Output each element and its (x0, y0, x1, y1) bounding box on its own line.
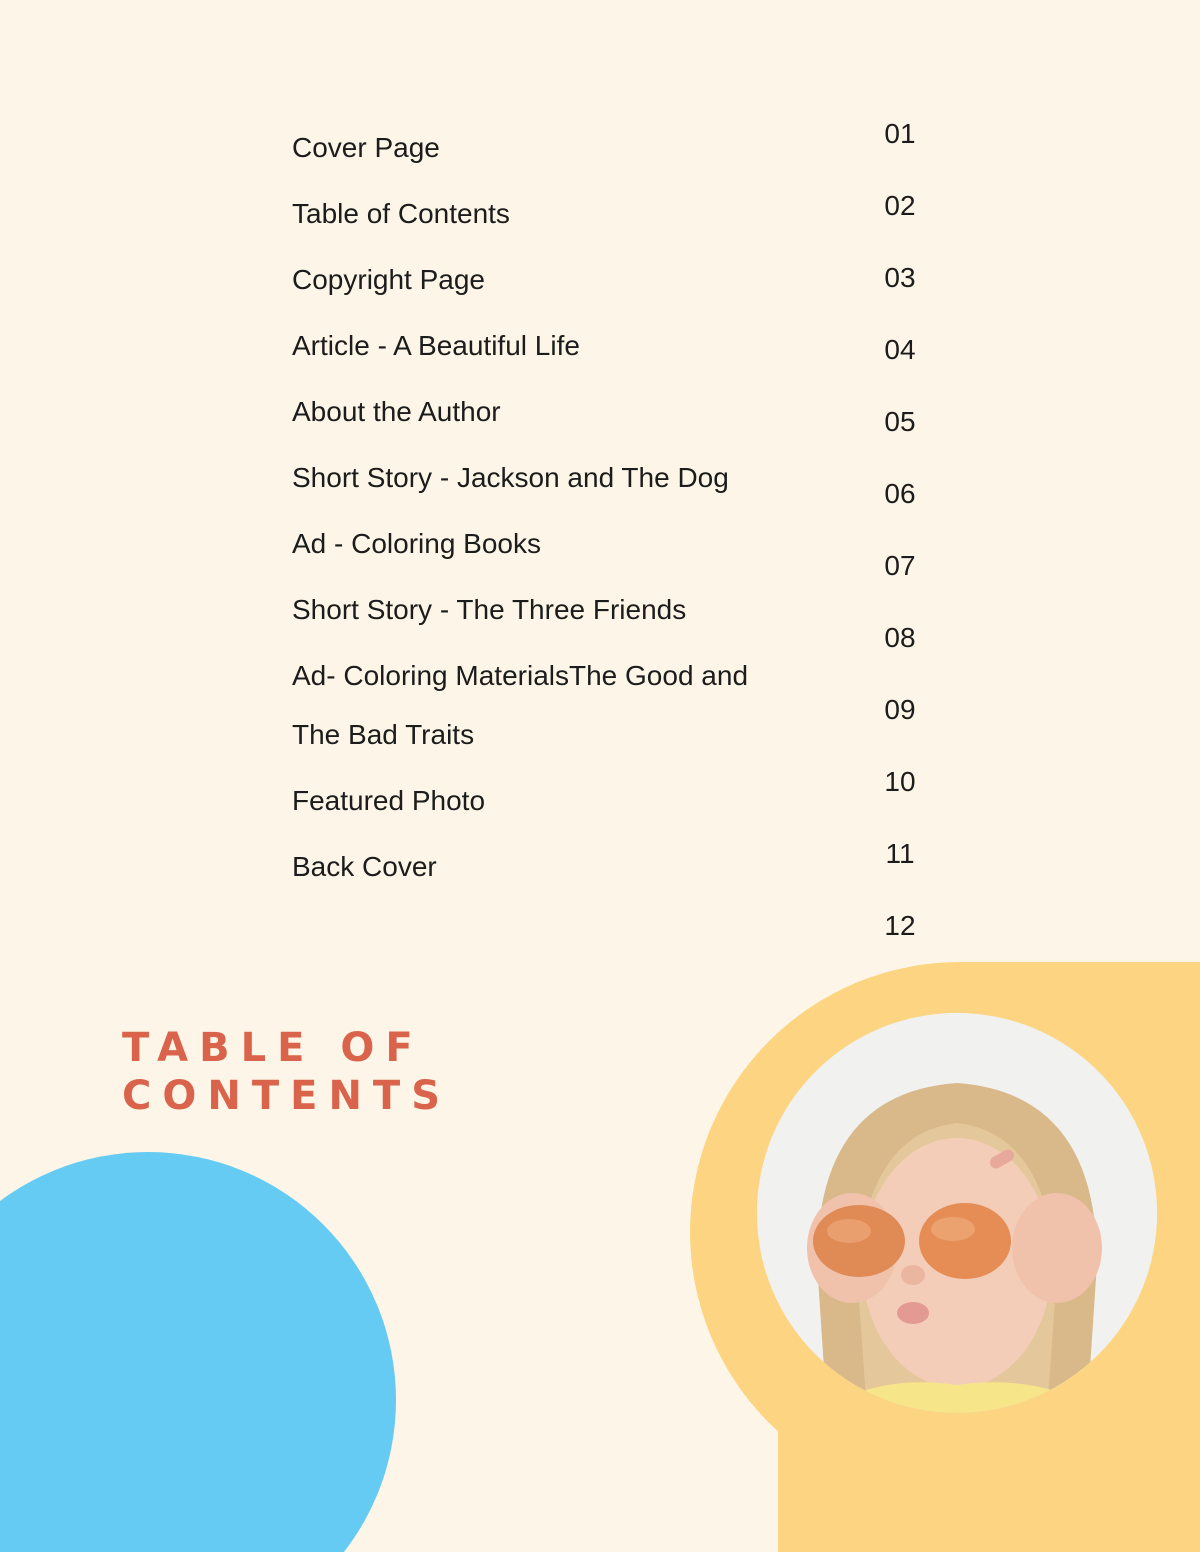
toc-page-number: 10 (884, 766, 916, 797)
toc-entry-featured-photo[interactable]: Featured Photo (292, 785, 486, 816)
toc-page-number: 06 (884, 478, 916, 509)
page-title-line1: TABLE OF (122, 1025, 424, 1071)
toc-page-number: 01 (884, 118, 916, 149)
toc-page-number: 08 (884, 622, 916, 653)
toc-entry-cover-page[interactable]: Cover Page (292, 132, 440, 163)
girl-with-eggs-photo (757, 1013, 1157, 1413)
toc-entry-back-cover[interactable]: Back Cover (292, 851, 437, 882)
toc-page-number: 07 (884, 550, 916, 581)
toc-entry-short-story-three-friends[interactable]: Short Story - The Three Friends (292, 594, 687, 625)
toc-titles-list (292, 118, 752, 903)
toc-entry-copyright-page[interactable]: Copyright Page (292, 264, 486, 295)
toc-entry-short-story-jackson[interactable]: Short Story - Jackson and The Dog (292, 462, 729, 493)
toc-entry-table-of-contents[interactable]: Table of Contents (292, 198, 510, 229)
toc-entry-ad-coloring-books[interactable]: Ad - Coloring Books (292, 528, 542, 559)
toc-entry-about-author[interactable]: About the Author (292, 396, 501, 427)
toc-page-number: 03 (884, 262, 916, 293)
toc-page-number: 05 (884, 406, 916, 437)
toc-entry-ad-coloring-materials[interactable]: Ad- Coloring MaterialsThe Good and The Bad Traits (292, 660, 749, 750)
toc-page-number: 09 (884, 694, 916, 725)
toc-page-number: 12 (884, 910, 916, 941)
toc-page-number: 02 (884, 190, 916, 221)
page-title (122, 1024, 451, 1120)
page-title-line2: CONTENTS (122, 1073, 452, 1119)
blue-circle-shape (0, 1152, 396, 1552)
photo-illustration (757, 1013, 1157, 1413)
toc-entry-article[interactable]: Article - A Beautiful Life (292, 330, 580, 361)
toc-page-number: 11 (885, 838, 915, 869)
toc-page-numbers (868, 104, 932, 968)
toc-page-number: 04 (884, 334, 916, 365)
